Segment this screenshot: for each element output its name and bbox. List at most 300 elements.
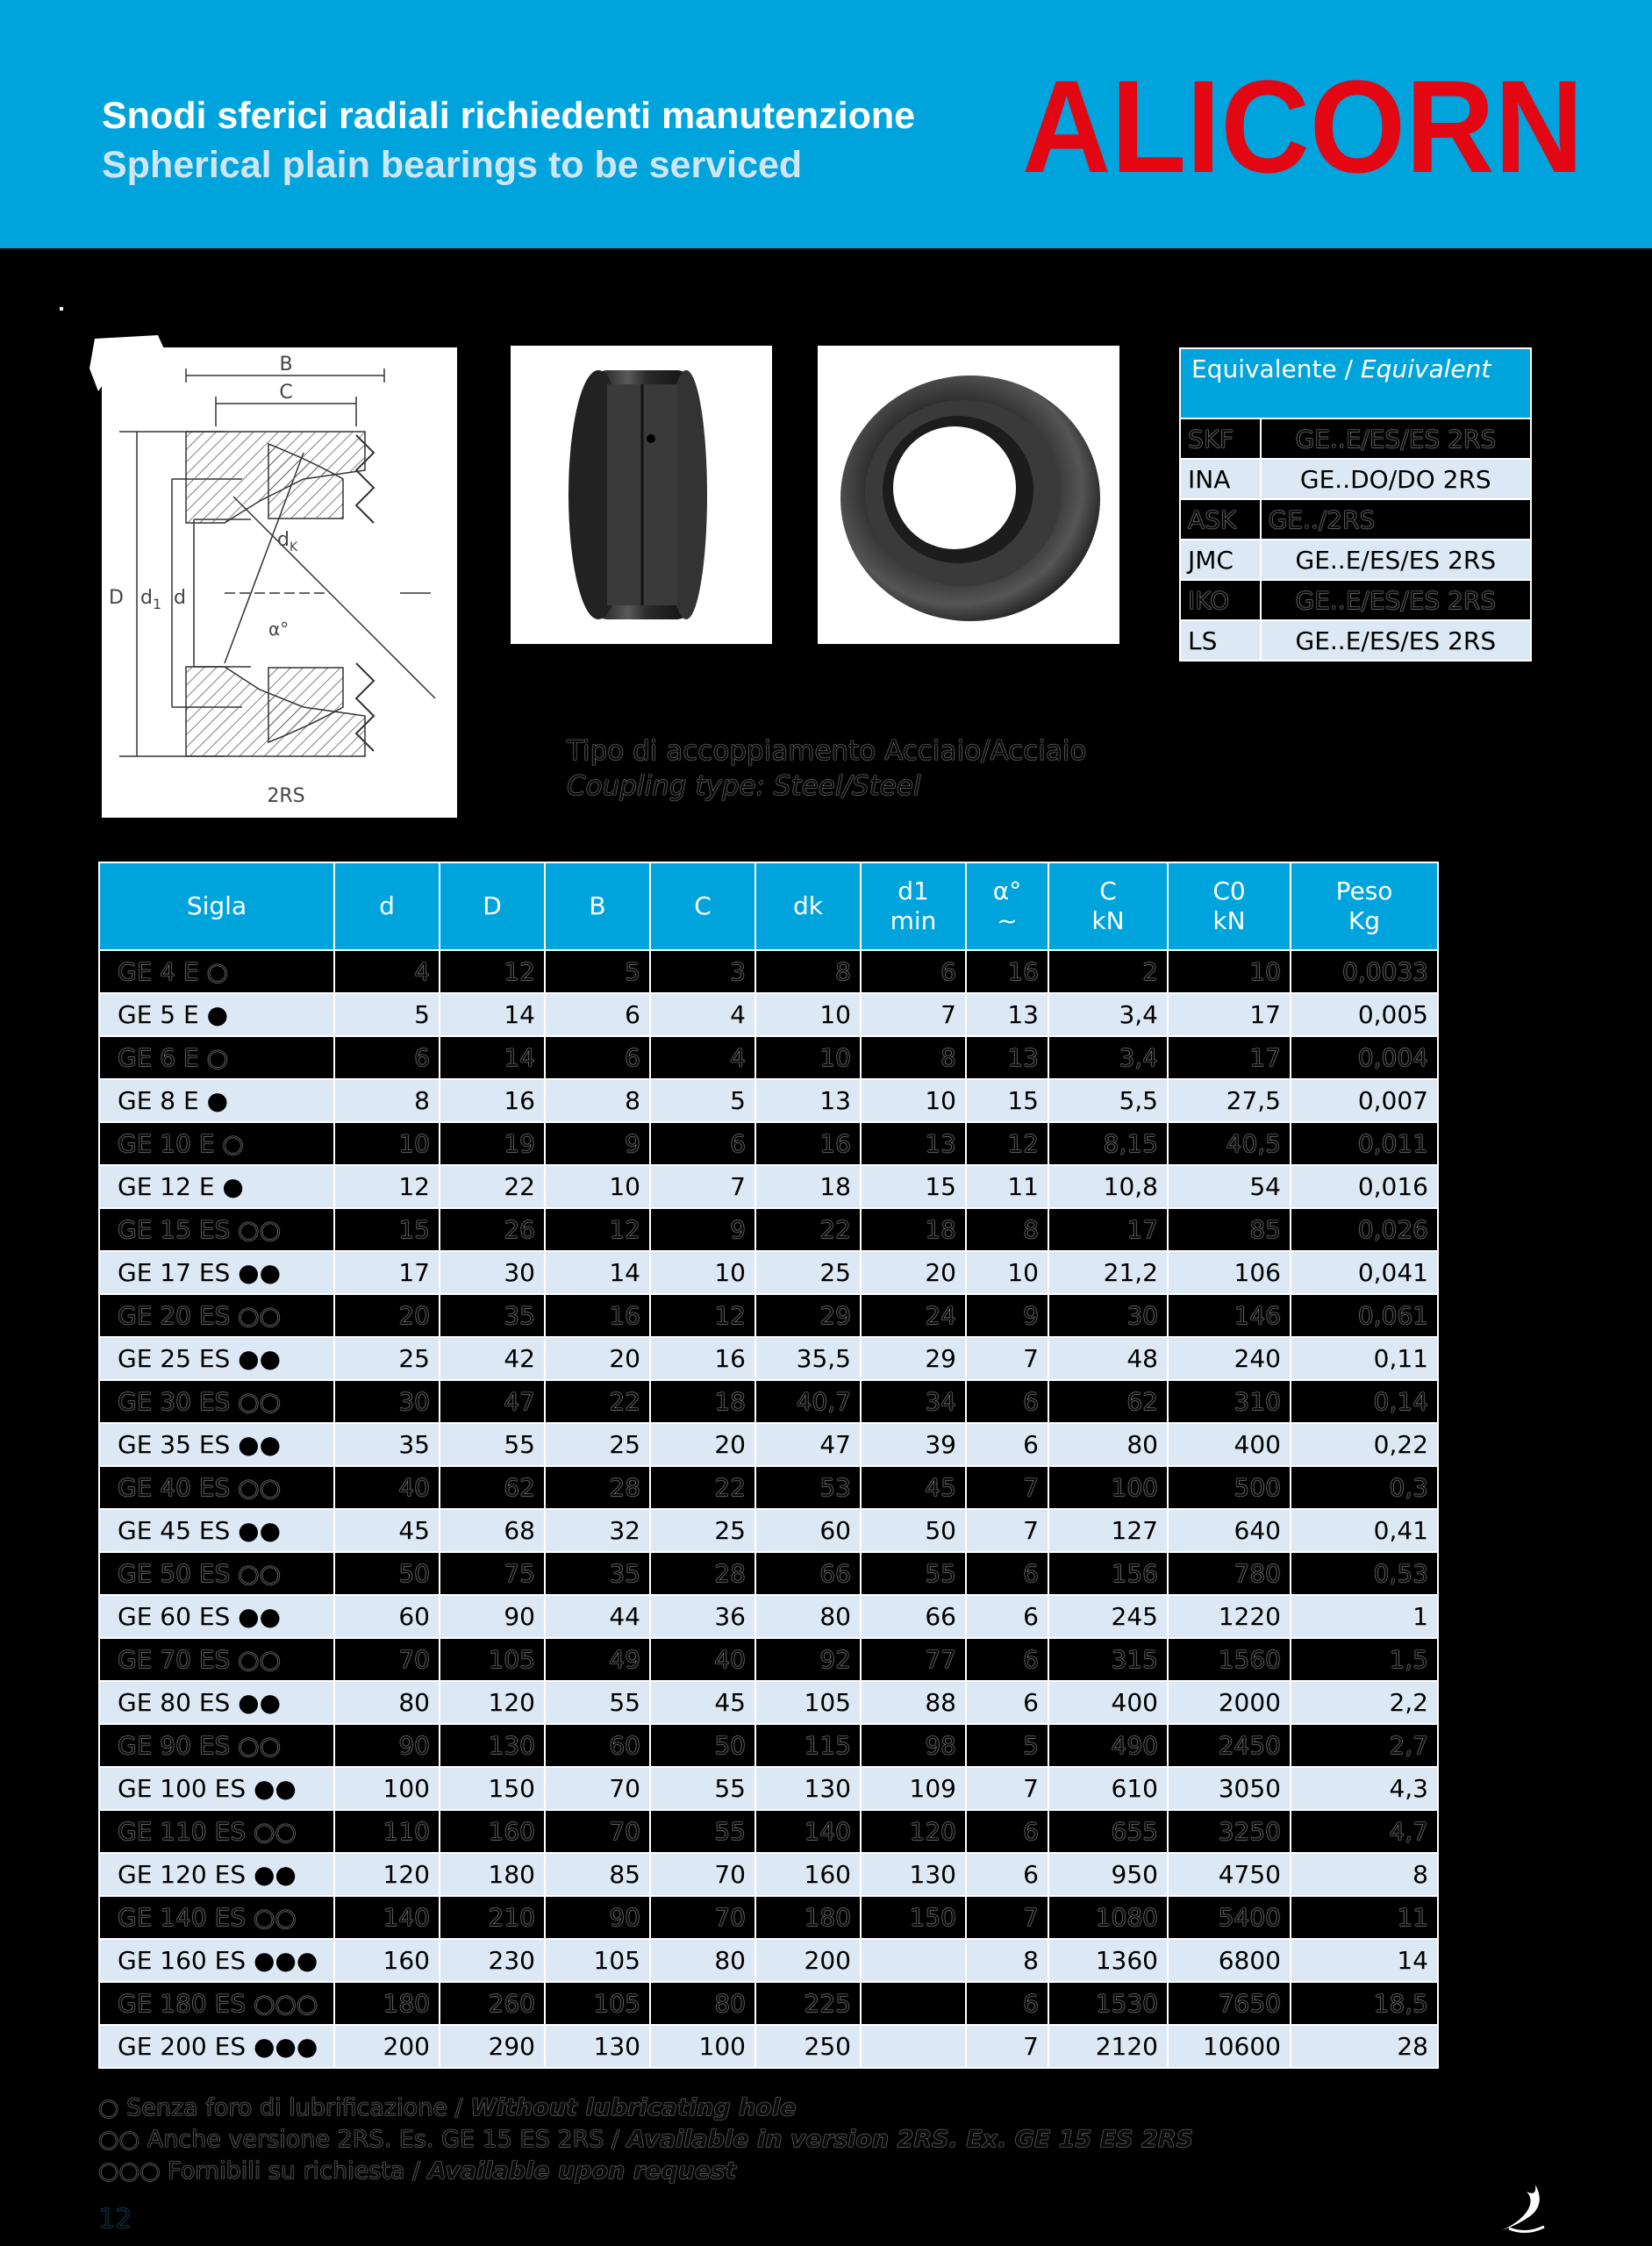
table-cell: 0,3 xyxy=(1291,1466,1438,1509)
page-title-italian: Snodi sferici radiali richiedenti manutenzione xyxy=(102,95,916,137)
table-cell: 0,041 xyxy=(1291,1251,1438,1294)
column-header xyxy=(1048,862,1168,950)
label-big-d: D xyxy=(109,587,124,609)
table-row xyxy=(99,1294,1438,1337)
table-cell: 0,11 xyxy=(1291,1337,1438,1380)
table-cell: 10 xyxy=(755,993,861,1036)
table-cell: 7 xyxy=(966,1337,1048,1380)
brand-name: ASK xyxy=(1180,499,1261,540)
table-cell: 45 xyxy=(861,1466,966,1509)
table-cell: 25 xyxy=(545,1423,650,1466)
table-cell: 230 xyxy=(440,1939,545,1982)
table-cell: 12 xyxy=(334,1165,440,1208)
table-cell: 8 xyxy=(1291,1853,1438,1896)
table-cell: 5 xyxy=(545,950,650,993)
brand-name: LS xyxy=(1180,620,1261,661)
bearing-code-cell: GE 200 ES ●●● xyxy=(99,2025,334,2068)
table-cell: 62 xyxy=(440,1466,545,1509)
table-cell: 0,007 xyxy=(1291,1079,1438,1122)
label-dk: d xyxy=(277,529,290,551)
table-cell: 105 xyxy=(440,1638,545,1681)
brand-code: GE..E/ES/ES 2RS xyxy=(1261,418,1531,459)
table-cell: 25 xyxy=(755,1251,861,1294)
table-cell: 14 xyxy=(440,1036,545,1079)
bearing-code-cell: GE 15 ES ○○ xyxy=(99,1208,334,1251)
table-row xyxy=(99,1853,1438,1896)
footnote xyxy=(98,2156,1193,2187)
table-cell: 10 xyxy=(334,1122,440,1165)
bearing-code-cell: GE 70 ES ○○ xyxy=(99,1638,334,1681)
table-cell: 7 xyxy=(966,2025,1048,2068)
table-cell: 22 xyxy=(545,1380,650,1423)
table-cell: 3050 xyxy=(1168,1767,1291,1810)
table-row xyxy=(99,1810,1438,1853)
table-cell: 39 xyxy=(861,1423,966,1466)
bearing-code-cell: GE 4 E ○ xyxy=(99,950,334,993)
column-header-label: C xyxy=(1099,876,1117,905)
table-cell: 20 xyxy=(861,1251,966,1294)
table-cell: 0,061 xyxy=(1291,1294,1438,1337)
table-cell: 47 xyxy=(440,1380,545,1423)
table-cell: 68 xyxy=(440,1509,545,1552)
column-header xyxy=(334,862,440,950)
table-cell: 6 xyxy=(545,1036,650,1079)
table-cell: 28 xyxy=(650,1552,755,1595)
bearing-photo-side xyxy=(511,346,772,644)
page-number: 12 xyxy=(98,2204,132,2235)
table-cell: 10,8 xyxy=(1048,1165,1168,1208)
table-cell: 88 xyxy=(861,1681,966,1724)
table-cell: 44 xyxy=(545,1595,650,1638)
table-cell: 100 xyxy=(334,1767,440,1810)
table-cell: 98 xyxy=(861,1724,966,1767)
table-cell: 5 xyxy=(650,1079,755,1122)
table-cell: 9 xyxy=(545,1122,650,1165)
table-cell: 8 xyxy=(334,1079,440,1122)
table-cell: 40 xyxy=(334,1466,440,1509)
table-cell: 127 xyxy=(1048,1509,1168,1552)
table-cell: 4750 xyxy=(1168,1853,1291,1896)
table-cell: 54 xyxy=(1168,1165,1291,1208)
footnote xyxy=(98,2092,1193,2124)
brand-code: GE..DO/DO 2RS xyxy=(1261,459,1531,499)
table-cell: 5,5 xyxy=(1048,1079,1168,1122)
table-cell: 6 xyxy=(966,1638,1048,1681)
table-row xyxy=(99,1724,1438,1767)
table-cell: 290 xyxy=(440,2025,545,2068)
table-cell: 1220 xyxy=(1168,1595,1291,1638)
table-cell: 34 xyxy=(861,1380,966,1423)
equivalents-row xyxy=(1180,540,1531,580)
table-cell: 200 xyxy=(755,1939,861,1982)
table-cell: 4,7 xyxy=(1291,1810,1438,1853)
table-cell: 5 xyxy=(966,1724,1048,1767)
table-cell: 655 xyxy=(1048,1810,1168,1853)
table-cell: 6 xyxy=(861,950,966,993)
table-cell: 6 xyxy=(966,1595,1048,1638)
column-header xyxy=(755,862,861,950)
column-header xyxy=(1168,862,1291,950)
table-cell: 80 xyxy=(334,1681,440,1724)
table-cell: 45 xyxy=(334,1509,440,1552)
brand-name: JMC xyxy=(1180,540,1261,580)
table-cell: 9 xyxy=(966,1294,1048,1337)
table-row xyxy=(99,2025,1438,2068)
table-cell: 55 xyxy=(545,1681,650,1724)
brand-name: IKO xyxy=(1180,580,1261,620)
table-cell: 1560 xyxy=(1168,1638,1291,1681)
table-cell: 10 xyxy=(966,1251,1048,1294)
bearing-code-cell: GE 17 ES ●● xyxy=(99,1251,334,1294)
table-cell: 22 xyxy=(650,1466,755,1509)
equivalents-row xyxy=(1180,418,1531,459)
table-row xyxy=(99,1036,1438,1079)
table-cell: 6 xyxy=(545,993,650,1036)
table-cell: 16 xyxy=(545,1294,650,1337)
table-cell: 0,41 xyxy=(1291,1509,1438,1552)
table-cell: 8,15 xyxy=(1048,1122,1168,1165)
table-cell: 130 xyxy=(861,1853,966,1896)
table-cell: 6 xyxy=(334,1036,440,1079)
table-cell: 92 xyxy=(755,1638,861,1681)
label-alpha: α° xyxy=(268,619,290,640)
table-cell: 146 xyxy=(1168,1294,1291,1337)
table-cell: 7 xyxy=(966,1466,1048,1509)
table-cell: 4 xyxy=(650,1036,755,1079)
table-cell: 6 xyxy=(966,1423,1048,1466)
equivalents-header-it: Equivalente / xyxy=(1191,354,1361,383)
column-header xyxy=(966,862,1048,950)
table-row xyxy=(99,1423,1438,1466)
table-row xyxy=(99,1681,1438,1724)
table-cell: 15 xyxy=(334,1208,440,1251)
table-row xyxy=(99,1638,1438,1681)
label-d1: d xyxy=(140,587,153,609)
table-cell: 120 xyxy=(334,1853,440,1896)
table-cell: 120 xyxy=(861,1810,966,1853)
table-cell: 17 xyxy=(1048,1208,1168,1251)
table-cell: 160 xyxy=(334,1939,440,1982)
table-cell: 12 xyxy=(966,1122,1048,1165)
table-cell: 6 xyxy=(966,1552,1048,1595)
table-cell: 140 xyxy=(334,1896,440,1939)
table-row xyxy=(99,1982,1438,2025)
table-row xyxy=(99,1939,1438,1982)
label-b: B xyxy=(279,354,293,376)
table-cell: 2450 xyxy=(1168,1724,1291,1767)
table-cell: 10600 xyxy=(1168,2025,1291,2068)
table-cell: 10 xyxy=(545,1165,650,1208)
table-cell: 2,7 xyxy=(1291,1724,1438,1767)
table-cell: 90 xyxy=(334,1724,440,1767)
column-header xyxy=(861,862,966,950)
table-cell: 75 xyxy=(440,1552,545,1595)
table-cell: 22 xyxy=(755,1208,861,1251)
table-cell: 1530 xyxy=(1048,1982,1168,2025)
table-cell: 100 xyxy=(1048,1466,1168,1509)
table-cell: 12 xyxy=(650,1294,755,1337)
bearing-code-cell: GE 100 ES ●● xyxy=(99,1767,334,1810)
table-cell: 18 xyxy=(861,1208,966,1251)
bearing-code-cell: GE 110 ES ○○ xyxy=(99,1810,334,1853)
table-cell: 140 xyxy=(755,1810,861,1853)
table-cell: 7 xyxy=(650,1165,755,1208)
table-cell: 80 xyxy=(650,1982,755,2025)
table-cell: 90 xyxy=(440,1595,545,1638)
column-header xyxy=(99,862,334,950)
logo-text: ALICORN xyxy=(1022,74,1584,186)
column-header-label: D xyxy=(483,891,502,920)
technical-drawing xyxy=(102,347,457,818)
table-cell: 12 xyxy=(545,1208,650,1251)
table-cell: 40,5 xyxy=(1168,1122,1291,1165)
table-cell: 40,7 xyxy=(755,1380,861,1423)
table-cell: 4,3 xyxy=(1291,1767,1438,1810)
table-cell: 11 xyxy=(966,1165,1048,1208)
bearing-photo-angle xyxy=(818,346,1119,644)
table-cell: 18 xyxy=(650,1380,755,1423)
table-cell: 4 xyxy=(334,950,440,993)
bearing-code-cell: GE 60 ES ●● xyxy=(99,1595,334,1638)
bearing-code-cell: GE 30 ES ○○ xyxy=(99,1380,334,1423)
table-cell: 10 xyxy=(1168,950,1291,993)
table-cell: 245 xyxy=(1048,1595,1168,1638)
table-row xyxy=(99,1079,1438,1122)
footnote-en: Available in version 2RS. Ex. GE 15 ES 2RS xyxy=(626,2126,1194,2153)
table-cell: 48 xyxy=(1048,1337,1168,1380)
table-cell: 15 xyxy=(966,1079,1048,1122)
table-cell: 0,004 xyxy=(1291,1036,1438,1079)
table-cell: 0,005 xyxy=(1291,993,1438,1036)
bearing-code-cell: GE 35 ES ●● xyxy=(99,1423,334,1466)
table-cell: 9 xyxy=(650,1208,755,1251)
print-mark xyxy=(60,307,63,311)
table-cell: 80 xyxy=(650,1939,755,1982)
table-cell: 10 xyxy=(650,1251,755,1294)
table-cell xyxy=(861,2025,966,2068)
table-cell: 3250 xyxy=(1168,1810,1291,1853)
table-cell: 10 xyxy=(755,1036,861,1079)
table-cell: 80 xyxy=(1048,1423,1168,1466)
table-cell: 40 xyxy=(650,1638,755,1681)
bearing-code-cell: GE 40 ES ○○ xyxy=(99,1466,334,1509)
table-cell: 7 xyxy=(861,993,966,1036)
table-cell: 640 xyxy=(1168,1509,1291,1552)
table-row xyxy=(99,1208,1438,1251)
column-header-unit: kN xyxy=(1212,906,1246,935)
table-cell: 13 xyxy=(966,993,1048,1036)
table-cell: 66 xyxy=(755,1552,861,1595)
brand-name: SKF xyxy=(1180,418,1261,459)
table-cell: 6 xyxy=(966,1681,1048,1724)
table-cell: 240 xyxy=(1168,1337,1291,1380)
table-cell: 130 xyxy=(440,1724,545,1767)
table-cell: 55 xyxy=(650,1810,755,1853)
table-cell: 55 xyxy=(650,1767,755,1810)
table-cell: 8 xyxy=(966,1939,1048,1982)
table-cell: 25 xyxy=(334,1337,440,1380)
table-cell: 13 xyxy=(755,1079,861,1122)
table-cell: 5400 xyxy=(1168,1896,1291,1939)
column-header-label: d1 xyxy=(898,876,929,905)
table-cell: 30 xyxy=(334,1380,440,1423)
footnote-en: Available upon request xyxy=(427,2157,737,2185)
table-cell: 8 xyxy=(545,1079,650,1122)
table-cell: 11 xyxy=(1291,1896,1438,1939)
table-cell: 6 xyxy=(966,1853,1048,1896)
table-cell: 50 xyxy=(650,1724,755,1767)
table-row xyxy=(99,1165,1438,1208)
footnote-it: ○ Senza foro di lubrificazione / xyxy=(98,2094,471,2121)
table-cell: 8 xyxy=(755,950,861,993)
table-cell: 25 xyxy=(650,1509,755,1552)
table-cell: 110 xyxy=(334,1810,440,1853)
table-cell: 2 xyxy=(1048,950,1168,993)
table-cell: 10 xyxy=(861,1079,966,1122)
table-cell: 8 xyxy=(861,1036,966,1079)
table-cell: 1080 xyxy=(1048,1896,1168,1939)
table-cell: 49 xyxy=(545,1638,650,1681)
table-cell: 21,2 xyxy=(1048,1251,1168,1294)
bearing-code-cell: GE 6 E ○ xyxy=(99,1036,334,1079)
table-cell: 35,5 xyxy=(755,1337,861,1380)
table-cell: 32 xyxy=(545,1509,650,1552)
column-header-unit: Kg xyxy=(1348,906,1381,935)
table-row xyxy=(99,1509,1438,1552)
table-row xyxy=(99,1595,1438,1638)
table-cell: 30 xyxy=(1048,1294,1168,1337)
equivalents-row xyxy=(1180,459,1531,499)
table-row xyxy=(99,993,1438,1036)
column-header-label: d xyxy=(379,891,395,920)
table-cell: 200 xyxy=(334,2025,440,2068)
table-row xyxy=(99,1122,1438,1165)
table-cell: 29 xyxy=(755,1294,861,1337)
table-cell: 13 xyxy=(966,1036,1048,1079)
brand-code: GE..E/ES/ES 2RS xyxy=(1261,580,1531,620)
bearing-code-cell: GE 140 ES ○○ xyxy=(99,1896,334,1939)
equivalents-row xyxy=(1180,499,1531,540)
footnote xyxy=(98,2124,1193,2156)
table-cell: 130 xyxy=(545,2025,650,2068)
table-cell: 20 xyxy=(334,1294,440,1337)
bearing-code-cell: GE 12 E ● xyxy=(99,1165,334,1208)
bearing-code-cell: GE 20 ES ○○ xyxy=(99,1294,334,1337)
table-cell: 16 xyxy=(755,1122,861,1165)
column-header xyxy=(650,862,755,950)
table-cell: 0,53 xyxy=(1291,1552,1438,1595)
bearing-cross-section-drawing xyxy=(102,347,457,818)
table-cell: 12 xyxy=(440,950,545,993)
table-cell: 106 xyxy=(1168,1251,1291,1294)
label-d1-subscript: 1 xyxy=(153,596,162,612)
table-cell: 225 xyxy=(755,1982,861,2025)
table-cell: 130 xyxy=(755,1767,861,1810)
table-cell: 16 xyxy=(650,1337,755,1380)
table-cell: 156 xyxy=(1048,1552,1168,1595)
brand-code: GE..E/ES/ES 2RS xyxy=(1261,620,1531,661)
page-title-english: Spherical plain bearings to be serviced xyxy=(102,144,803,186)
bearing-code-cell: GE 10 E ○ xyxy=(99,1122,334,1165)
table-cell: 260 xyxy=(440,1982,545,2025)
table-cell: 115 xyxy=(755,1724,861,1767)
table-cell: 490 xyxy=(1048,1724,1168,1767)
column-header xyxy=(1291,862,1438,950)
coupling-type-it: Tipo di accoppiamento Acciaio/Acciaio xyxy=(567,735,1087,767)
table-cell: 105 xyxy=(545,1982,650,2025)
bearing-angle-image xyxy=(818,346,1119,644)
table-cell: 180 xyxy=(755,1896,861,1939)
table-cell: 70 xyxy=(334,1638,440,1681)
footnote-it: ○○ Anche versione 2RS. Es. GE 15 ES 2RS / xyxy=(98,2126,627,2153)
table-cell: 0,016 xyxy=(1291,1165,1438,1208)
table-row xyxy=(99,1251,1438,1294)
footnote-en: Without lubricating hole xyxy=(470,2094,797,2121)
brand-code: GE..E/ES/ES 2RS xyxy=(1261,540,1531,580)
table-cell: 950 xyxy=(1048,1853,1168,1896)
table-cell: 14 xyxy=(440,993,545,1036)
table-cell: 17 xyxy=(1168,1036,1291,1079)
table-cell: 3,4 xyxy=(1048,993,1168,1036)
column-header xyxy=(440,862,545,950)
column-header-label: B xyxy=(589,891,606,920)
table-cell: 0,14 xyxy=(1291,1380,1438,1423)
table-cell: 85 xyxy=(545,1853,650,1896)
table-cell: 2,2 xyxy=(1291,1681,1438,1724)
column-header-label: C xyxy=(694,891,712,920)
table-cell: 310 xyxy=(1168,1380,1291,1423)
column-header-label: Peso xyxy=(1335,876,1393,905)
table-cell xyxy=(861,1982,966,2025)
table-cell: 70 xyxy=(650,1896,755,1939)
table-cell: 28 xyxy=(1291,2025,1438,2068)
table-cell: 36 xyxy=(650,1595,755,1638)
table-cell: 26 xyxy=(440,1208,545,1251)
table-row xyxy=(99,1552,1438,1595)
table-cell: 6800 xyxy=(1168,1939,1291,1982)
footnotes xyxy=(98,2092,1193,2187)
table-cell: 45 xyxy=(650,1681,755,1724)
table-cell: 55 xyxy=(861,1552,966,1595)
table-cell: 6 xyxy=(966,1380,1048,1423)
table-cell: 180 xyxy=(334,1982,440,2025)
table-cell: 3,4 xyxy=(1048,1036,1168,1079)
bearing-code-cell: GE 5 E ● xyxy=(99,993,334,1036)
coupling-type xyxy=(567,733,1086,804)
table-cell: 35 xyxy=(545,1552,650,1595)
bearing-code-cell: GE 25 ES ●● xyxy=(99,1337,334,1380)
table-cell: 29 xyxy=(861,1337,966,1380)
table-row xyxy=(99,1466,1438,1509)
table-cell: 47 xyxy=(755,1423,861,1466)
table-cell: 62 xyxy=(1048,1380,1168,1423)
table-cell: 55 xyxy=(440,1423,545,1466)
table-header-row xyxy=(99,862,1438,950)
column-header-label: α° xyxy=(992,876,1022,905)
table-cell: 780 xyxy=(1168,1552,1291,1595)
table-cell: 13 xyxy=(861,1122,966,1165)
table-cell: 105 xyxy=(755,1681,861,1724)
table-cell: 14 xyxy=(1291,1939,1438,1982)
table-cell: 2000 xyxy=(1168,1681,1291,1724)
table-row xyxy=(99,1767,1438,1810)
table-cell: 24 xyxy=(861,1294,966,1337)
table-cell: 210 xyxy=(440,1896,545,1939)
equivalents-row xyxy=(1180,620,1531,661)
label-dk-subscript: K xyxy=(290,540,298,554)
table-row xyxy=(99,1896,1438,1939)
table-row xyxy=(99,1380,1438,1423)
